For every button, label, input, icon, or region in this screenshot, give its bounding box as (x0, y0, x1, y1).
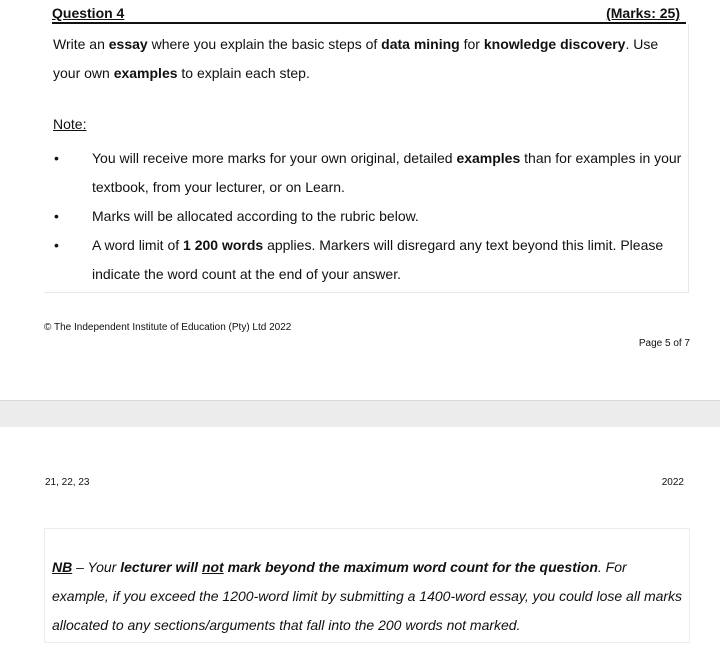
question-marks: (Marks: 25) (606, 5, 680, 21)
nb-box (44, 528, 690, 643)
page-number: Page 5 of 7 (638, 338, 690, 349)
note-label: Note: (53, 116, 87, 132)
list-item: • You will receive more marks for your own original, detailed examples than for examples in your textbook, from your lecturer, or on Learn. (44, 144, 684, 202)
question-title: Question 4 (52, 5, 125, 21)
bullet-icon: • (54, 237, 59, 253)
note-list (44, 144, 684, 289)
question-prompt: Write an essay where you explain the basic steps of data mining for knowledge discovery. Use your own examples to explain each step. (53, 36, 659, 81)
list-item: • Marks will be allocated according to the rubric below. (44, 202, 684, 231)
question-header (52, 5, 686, 24)
year-label: 2022 (661, 477, 684, 488)
document-page-6 (0, 427, 720, 656)
bullet-icon: • (54, 208, 59, 224)
nb-text: NB – Your lecturer will not mark beyond the maximum word count for the question. For example, if you exceed the 1200-word limit by submitting a 1400-word essay, you could lose all marks allocated to any sections/arguments that fall into the 200 words not marked. (52, 559, 683, 633)
list-item: • A word limit of 1 200 words applies. Markers will disregard any text beyond this limit. Please indicate the word count at the end of your answer. (44, 231, 684, 289)
copyright-notice: © The Independent Institute of Education (Pty) Ltd 2022 (44, 322, 292, 333)
page-separator (0, 400, 720, 428)
bullet-icon: • (54, 150, 59, 166)
question-box (44, 24, 689, 293)
module-codes: 21, 22, 23 (45, 477, 90, 488)
